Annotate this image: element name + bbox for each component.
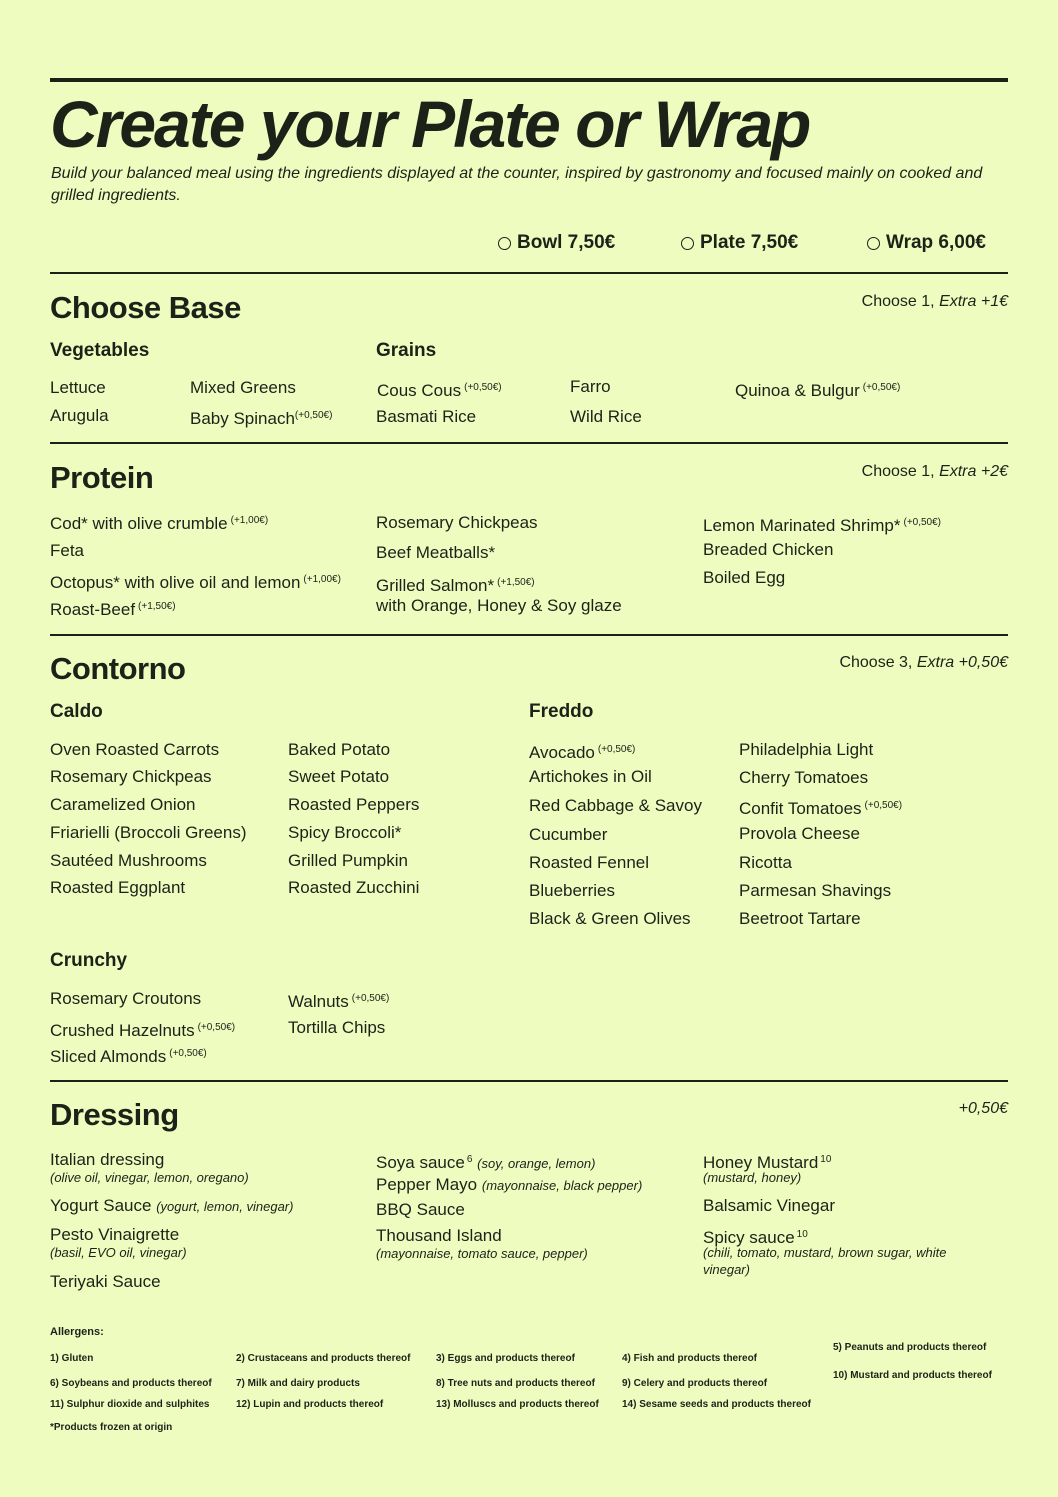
item-name: Grilled Pumpkin bbox=[288, 851, 408, 870]
option-plate-label: Plate 7,50€ bbox=[700, 232, 799, 253]
list-item bbox=[288, 740, 390, 760]
item-desc: (mayonnaise, tomato sauce, pepper) bbox=[376, 1246, 588, 1261]
dressing-rule-extra: +0,50€ bbox=[958, 1100, 1008, 1117]
list-item bbox=[570, 407, 642, 427]
item-name: Artichokes in Oil bbox=[529, 767, 652, 786]
radio-icon[interactable] bbox=[681, 237, 694, 250]
list-item bbox=[376, 407, 476, 427]
list-item bbox=[529, 825, 607, 845]
allergens-title: Allergens: bbox=[50, 1326, 104, 1338]
protein-rule bbox=[862, 463, 1008, 481]
list-item bbox=[50, 1018, 235, 1041]
extra-price: (+0,50€) bbox=[597, 744, 636, 755]
item-desc: (yogurt, lemon, vinegar) bbox=[156, 1199, 294, 1214]
section-title-dressing: Dressing bbox=[50, 1097, 179, 1132]
item-name: Roast-Beef bbox=[50, 600, 136, 619]
page-title: Create your Plate or Wrap bbox=[50, 87, 810, 161]
item-name: Wild Rice bbox=[570, 407, 642, 426]
item-name: Mixed Greens bbox=[190, 378, 296, 397]
allergen-item: 4) Fish and products thereof bbox=[622, 1353, 758, 1364]
item-name: Italian dressing bbox=[50, 1150, 165, 1169]
divider bbox=[50, 634, 1008, 636]
item-name: Parmesan Shavings bbox=[739, 881, 892, 900]
list-item bbox=[739, 881, 891, 901]
grains-title: Grains bbox=[376, 340, 437, 361]
item-name: Breaded Chicken bbox=[703, 540, 834, 559]
crunchy-title: Crunchy bbox=[50, 950, 128, 971]
extra-price: (+0,50€) bbox=[197, 1022, 236, 1033]
list-item bbox=[570, 377, 611, 397]
extra-price: (+1,00€) bbox=[303, 574, 341, 585]
list-item bbox=[50, 823, 246, 843]
item-name: Balsamic Vinegar bbox=[703, 1196, 835, 1215]
item-name: Baked Potato bbox=[288, 740, 391, 759]
base-rule-main: Choose 1, bbox=[861, 293, 935, 310]
item-name: Roasted Zucchini bbox=[288, 878, 420, 897]
radio-icon[interactable] bbox=[867, 237, 880, 250]
list-item bbox=[703, 540, 833, 560]
list-item bbox=[529, 796, 702, 816]
dressing-rule bbox=[959, 1100, 1008, 1118]
item-name: Rosemary Croutons bbox=[50, 989, 202, 1008]
list-item bbox=[376, 513, 538, 533]
item-name: Rosemary Chickpeas bbox=[50, 767, 212, 786]
item-name: Roasted Peppers bbox=[288, 795, 420, 814]
item-name: Baby Spinach bbox=[190, 409, 295, 428]
item-name: with Orange, Honey & Soy glaze bbox=[376, 596, 622, 615]
item-name: Black & Green Olives bbox=[529, 909, 691, 928]
frozen-note: *Products frozen at origin bbox=[50, 1422, 173, 1433]
item-name: Confit Tomatoes bbox=[739, 799, 862, 818]
allergen-item: 8) Tree nuts and products thereof bbox=[436, 1378, 595, 1389]
allergen-item: 14) Sesame seeds and products thereof bbox=[622, 1399, 811, 1410]
item-name: Yogurt Sauce bbox=[50, 1196, 152, 1215]
list-item bbox=[50, 406, 109, 426]
item-name: Provola Cheese bbox=[739, 824, 860, 843]
list-item bbox=[703, 1196, 835, 1216]
option-plate[interactable] bbox=[681, 232, 798, 254]
list-item bbox=[288, 1018, 385, 1038]
divider bbox=[50, 1080, 1008, 1082]
item-name: Sliced Almonds bbox=[50, 1047, 167, 1066]
allergen-item: 5) Peanuts and products thereof bbox=[833, 1342, 987, 1353]
item-name: Cherry Tomatoes bbox=[739, 768, 869, 787]
section-title-contorno: Contorno bbox=[50, 651, 186, 686]
freddo-title: Freddo bbox=[529, 701, 594, 722]
option-wrap[interactable] bbox=[867, 232, 986, 254]
item-name: Sweet Potato bbox=[288, 767, 390, 786]
list-item bbox=[288, 795, 419, 815]
list-item bbox=[190, 378, 296, 398]
list-item bbox=[50, 740, 219, 760]
list-item bbox=[739, 909, 861, 929]
allergen-item: 12) Lupin and products thereof bbox=[236, 1399, 384, 1410]
item-name: Blueberries bbox=[529, 881, 615, 900]
item-name: Thousand Island bbox=[376, 1226, 502, 1245]
item-name: Cod* with olive crumble bbox=[50, 514, 228, 533]
extra-price: (+0,50€) bbox=[294, 410, 333, 421]
item-name: Grilled Salmon* bbox=[376, 576, 495, 595]
list-item bbox=[376, 573, 535, 596]
item-name: Pesto Vinaigrette bbox=[50, 1225, 180, 1244]
item-desc: (soy, orange, lemon) bbox=[477, 1156, 596, 1171]
list-item bbox=[50, 1272, 161, 1292]
item-name: Arugula bbox=[50, 406, 109, 425]
list-item bbox=[50, 597, 176, 620]
vegetables-title: Vegetables bbox=[50, 340, 150, 361]
extra-price: (+0,50€) bbox=[351, 993, 390, 1004]
list-item bbox=[288, 851, 408, 871]
list-item bbox=[739, 768, 868, 788]
item-name: Caramelized Onion bbox=[50, 795, 196, 814]
item-name: Pepper Mayo bbox=[376, 1175, 478, 1194]
item-name: BBQ Sauce bbox=[376, 1200, 465, 1219]
item-name: Lemon Marinated Shrimp* bbox=[703, 516, 901, 535]
caldo-title: Caldo bbox=[50, 701, 103, 722]
allergen-item: 11) Sulphur dioxide and sulphites bbox=[50, 1399, 210, 1410]
item-name: Lettuce bbox=[50, 378, 106, 397]
item-name: Ricotta bbox=[739, 853, 792, 872]
list-item bbox=[50, 1225, 179, 1245]
list-item bbox=[377, 378, 502, 401]
list-item bbox=[739, 796, 902, 819]
list-item bbox=[50, 795, 196, 815]
divider bbox=[50, 272, 1008, 274]
list-item bbox=[376, 596, 622, 616]
item-name: Farro bbox=[570, 377, 611, 396]
list-item bbox=[50, 767, 212, 787]
allergen-item: 13) Molluscs and products thereof bbox=[436, 1399, 599, 1410]
protein-rule-main: Choose 1, bbox=[861, 463, 935, 480]
list-item bbox=[50, 1196, 293, 1217]
protein-rule-extra: Extra +2€ bbox=[939, 463, 1008, 480]
extra-price: (+1,50€) bbox=[138, 601, 176, 612]
list-item bbox=[376, 543, 495, 563]
list-item bbox=[735, 378, 900, 401]
list-item bbox=[529, 881, 615, 901]
radio-icon[interactable] bbox=[498, 237, 511, 250]
allergen-item: 6) Soybeans and products thereof bbox=[50, 1378, 212, 1389]
allergen-ref: 6 bbox=[466, 1154, 473, 1165]
contorno-rule-main: Choose 3, bbox=[839, 654, 913, 671]
list-item bbox=[376, 1200, 465, 1220]
allergen-ref: 10 bbox=[820, 1154, 832, 1165]
allergen-item: 10) Mustard and products thereof bbox=[833, 1370, 992, 1381]
item-name: Beef Meatballs* bbox=[376, 543, 496, 562]
list-item bbox=[529, 853, 649, 873]
item-name: Feta bbox=[50, 541, 85, 560]
intro-text: Build your balanced meal using the ingredients displayed at the counter, inspired by gastronomy and focused mainly on cooked and grilled ingredients. bbox=[51, 165, 983, 204]
extra-price: (+0,50€) bbox=[169, 1048, 207, 1059]
list-item bbox=[376, 1175, 642, 1196]
list-item bbox=[288, 989, 389, 1012]
option-bowl-label: Bowl 7,50€ bbox=[517, 232, 616, 253]
top-rule bbox=[50, 78, 1008, 82]
item-desc: (chili, tomato, mustard, brown sugar, white vinegar) bbox=[703, 1245, 947, 1277]
list-item bbox=[529, 909, 691, 929]
list-item bbox=[376, 1226, 502, 1246]
allergen-ref: 10 bbox=[796, 1229, 808, 1240]
list-item bbox=[50, 541, 84, 561]
item-name: Philadelphia Light bbox=[739, 740, 874, 759]
item-name: Roasted Eggplant bbox=[50, 878, 186, 897]
section-title-protein: Protein bbox=[50, 460, 154, 495]
list-item bbox=[50, 378, 106, 398]
list-item bbox=[288, 878, 419, 898]
list-item bbox=[703, 568, 785, 588]
item-name: Walnuts bbox=[288, 992, 349, 1011]
list-item bbox=[529, 767, 652, 787]
option-wrap-label: Wrap 6,00€ bbox=[886, 232, 986, 253]
item-desc: (olive oil, vinegar, lemon, oregano) bbox=[50, 1170, 249, 1185]
item-desc: (mayonnaise, black pepper) bbox=[481, 1178, 643, 1193]
list-item bbox=[50, 1044, 207, 1067]
list-item bbox=[288, 767, 389, 787]
section-title-base: Choose Base bbox=[50, 290, 241, 325]
list-item bbox=[50, 511, 268, 534]
contorno-rule-extra: Extra +0,50€ bbox=[916, 654, 1008, 671]
list-item bbox=[739, 824, 860, 844]
list-item bbox=[50, 851, 207, 871]
item-name: Rosemary Chickpeas bbox=[376, 513, 538, 532]
base-rule bbox=[862, 293, 1008, 311]
item-desc: (basil, EVO oil, vinegar) bbox=[50, 1245, 187, 1260]
option-bowl[interactable] bbox=[498, 232, 615, 254]
extra-price: (+0,50€) bbox=[864, 800, 903, 811]
extra-price: (+0,50€) bbox=[903, 517, 942, 528]
item-name: Octopus* with olive oil and lemon bbox=[50, 573, 301, 592]
divider bbox=[50, 442, 1008, 444]
item-name: Sautéed Mushrooms bbox=[50, 851, 207, 870]
item-name: Soya sauce bbox=[376, 1153, 465, 1172]
item-name: Cucumber bbox=[529, 825, 608, 844]
allergen-item: 2) Crustaceans and products thereof bbox=[236, 1353, 411, 1364]
list-item bbox=[529, 740, 635, 763]
list-item bbox=[703, 513, 941, 536]
allergen-item: 7) Milk and dairy products bbox=[236, 1378, 360, 1389]
base-rule-extra: Extra +1€ bbox=[939, 293, 1008, 310]
item-desc: (mustard, honey) bbox=[703, 1170, 802, 1185]
item-name: Oven Roasted Carrots bbox=[50, 740, 220, 759]
item-name: Basmati Rice bbox=[376, 407, 477, 426]
list-item bbox=[376, 1150, 595, 1174]
extra-price: (+1,50€) bbox=[497, 577, 535, 588]
item-name: Cous Cous bbox=[377, 381, 462, 400]
list-item bbox=[288, 823, 401, 843]
list-item bbox=[50, 570, 341, 593]
list-item bbox=[50, 989, 201, 1009]
list-item bbox=[739, 853, 792, 873]
contorno-rule bbox=[839, 654, 1008, 672]
allergen-item: 1) Gluten bbox=[50, 1353, 94, 1364]
extra-price: (+1,00€) bbox=[230, 515, 269, 526]
item-name: Red Cabbage & Savoy bbox=[529, 796, 702, 815]
list-item bbox=[50, 878, 185, 898]
list-item bbox=[50, 1150, 164, 1170]
item-name: Honey Mustard bbox=[703, 1153, 819, 1172]
item-name: Friarielli (Broccoli Greens) bbox=[50, 823, 247, 842]
list-item bbox=[190, 406, 332, 429]
list-item bbox=[739, 740, 873, 760]
item-name: Quinoa & Bulgur bbox=[735, 381, 860, 400]
item-name: Spicy sauce bbox=[703, 1228, 795, 1247]
item-name: Tortilla Chips bbox=[288, 1018, 386, 1037]
item-name: Teriyaki Sauce bbox=[50, 1272, 161, 1291]
item-name: Spicy Broccoli* bbox=[288, 823, 402, 842]
item-name: Roasted Fennel bbox=[529, 853, 650, 872]
allergen-item: 9) Celery and products thereof bbox=[622, 1378, 768, 1389]
item-name: Boiled Egg bbox=[703, 568, 786, 587]
extra-price: (+0,50€) bbox=[464, 382, 502, 393]
item-name: Crushed Hazelnuts bbox=[50, 1021, 195, 1040]
item-name: Avocado bbox=[529, 743, 595, 762]
extra-price: (+0,50€) bbox=[862, 382, 901, 393]
item-name: Beetroot Tartare bbox=[739, 909, 861, 928]
allergen-item: 3) Eggs and products thereof bbox=[436, 1353, 575, 1364]
